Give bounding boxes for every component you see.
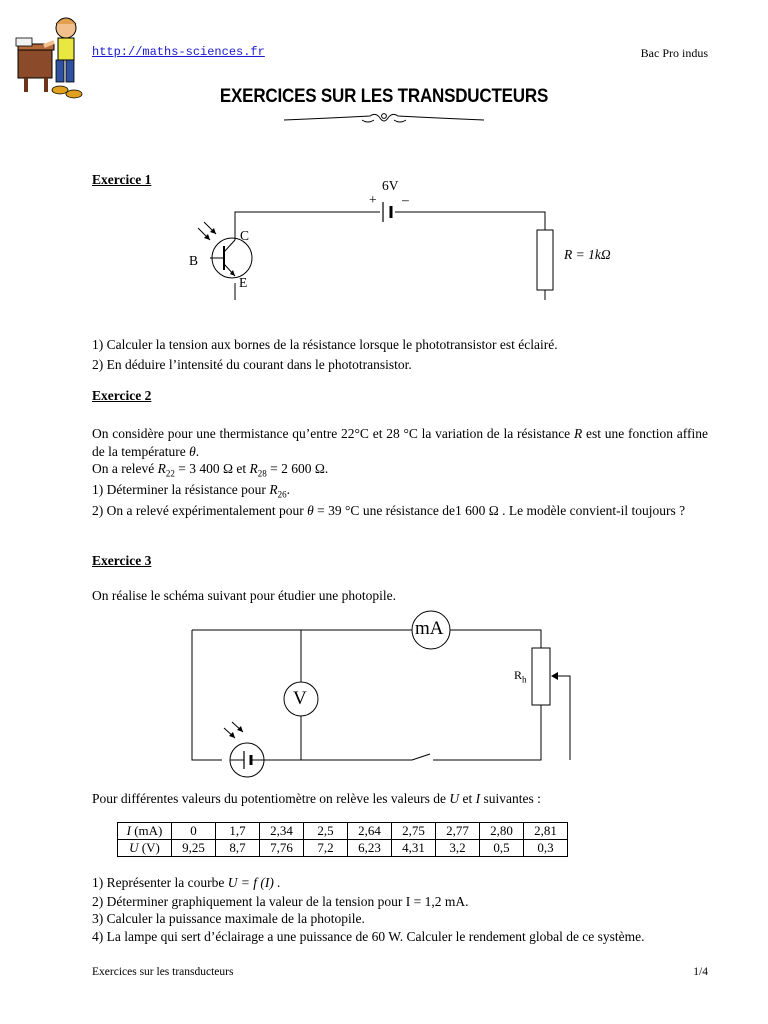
table-cell: 2,77 — [436, 823, 480, 840]
table-row — [118, 823, 568, 840]
table-cell: 9,25 — [172, 840, 216, 857]
ex3-intro: On réalise le schéma suivant pour étudier une photopile. — [92, 588, 397, 603]
exercise-1-heading: Exercice 1 — [92, 172, 152, 187]
table-row-label: I (mA) — [118, 823, 172, 840]
exercise-2-heading: Exercice 2 — [92, 388, 152, 403]
table-cell: 7,2 — [304, 840, 348, 857]
ex2-question-1: 1) Déterminer la résistance pour $R_{26}$. — [92, 482, 290, 500]
table-cell: 2,5 — [304, 823, 348, 840]
header-section: Bac Pro indus — [640, 46, 708, 60]
ex3-question-3: 3) Calculer la puissance maximale de la photopile. — [92, 911, 365, 926]
ex2-paragraph-2: On a relevé $R_{22} = 3$ 400 Ω et $R_{28} = 2$ 600 Ω. — [92, 461, 329, 479]
ex3-question-4: 4) La lampe qui sert d’éclairage a une puissance de 60 W. Calculer le rendement global de ce système. — [92, 929, 645, 944]
ex3-question-2: 2) Déterminer graphiquement la valeur de la tension pour I = 1,2 mA. — [92, 894, 469, 909]
page-number: 1/4 — [693, 966, 708, 978]
pin-c-label: C — [240, 228, 250, 243]
footer-title: Exercices sur les transducteurs — [92, 966, 234, 978]
table-cell: 6,23 — [348, 840, 392, 857]
table-cell: 7,76 — [260, 840, 304, 857]
table-cell: 2,75 — [392, 823, 436, 840]
voltmeter-label: V — [293, 688, 307, 709]
ammeter-label: mA — [415, 618, 444, 639]
battery-label: 6V — [382, 178, 399, 193]
table-cell: 3,2 — [436, 840, 480, 857]
photopile-circuit — [180, 610, 580, 785]
ex3-question-1: 1) Représenter la courbe U = f (I) . — [92, 875, 281, 890]
table-cell: 0,3 — [524, 840, 568, 857]
title-ornament — [282, 110, 486, 128]
table-cell: 0 — [172, 823, 216, 840]
ex1-question-1: 1) Calculer la tension aux bornes de la résistance lorsque le phototransistor est éclairé. — [92, 337, 558, 352]
table-row-label: U (V) — [118, 840, 172, 857]
ex3-table-intro: Pour différentes valeurs du potentiomètre on relève les valeurs de U et I suivantes : — [92, 791, 541, 806]
table-row — [118, 840, 568, 857]
measurements-table — [117, 822, 568, 857]
page-title: EXERCICES SUR LES TRANSDUCTEURS — [219, 84, 549, 107]
table-cell: 2,64 — [348, 823, 392, 840]
table-cell: 2,80 — [480, 823, 524, 840]
ex2-paragraph-1: On considère pour une thermistance qu’entre 22°C et 28 °C la variation de la résistance R est une fonction affine de la température θ. — [92, 426, 708, 459]
pin-b-label: B — [189, 253, 199, 268]
pin-e-label: E — [239, 275, 248, 290]
ex1-question-2: 2) En déduire l’intensité du courant dans le phototransistor. — [92, 357, 412, 372]
table-cell: 2,81 — [524, 823, 568, 840]
table-cell: 2,34 — [260, 823, 304, 840]
table-cell: 8,7 — [216, 840, 260, 857]
site-url-link[interactable]: http://maths-sciences.fr — [92, 45, 265, 59]
exercise-3-heading: Exercice 3 — [92, 553, 152, 568]
battery-plus: + — [369, 192, 377, 207]
rheostat-label: $R_h$ — [514, 668, 527, 685]
table-cell: 0,5 — [480, 840, 524, 857]
resistor-label: R = 1kΩ — [564, 247, 611, 262]
table-cell: 1,7 — [216, 823, 260, 840]
table-cell: 4,31 — [392, 840, 436, 857]
battery-minus: – — [402, 192, 409, 207]
ex2-question-2: 2) On a relevé expérimentalement pour θ = 39 °C une résistance de1 600 Ω . Le modèle convient-il toujours ? — [92, 503, 686, 518]
